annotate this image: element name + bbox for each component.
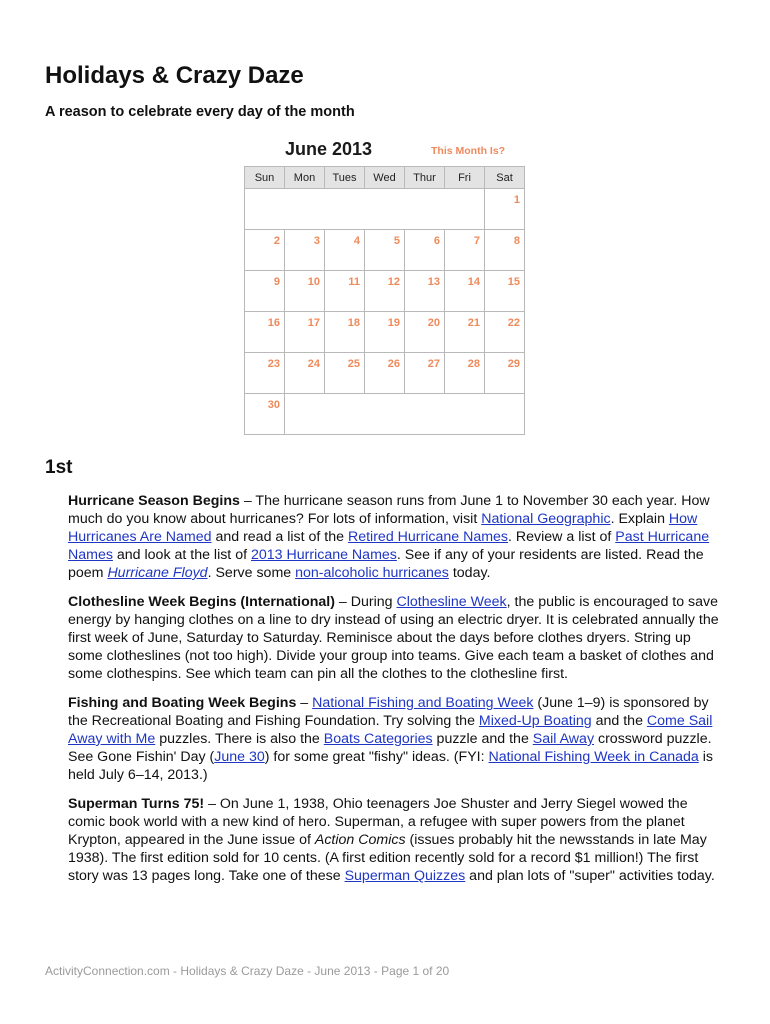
- entry-text: . Explain: [610, 511, 669, 527]
- day-number: 9: [273, 276, 280, 288]
- calendar-day[interactable]: [485, 230, 525, 271]
- entry-text: (June 1–9) is sponsored by the Recreational Boating and Fishing Foundation. Try solving the: [68, 695, 709, 729]
- calendar-day[interactable]: [405, 353, 445, 394]
- day-number: 16: [267, 317, 280, 329]
- calendar-empty-cell: [245, 189, 485, 230]
- link-national-geographic[interactable]: National Geographic: [481, 511, 611, 527]
- calendar-day[interactable]: [325, 312, 365, 353]
- calendar-day[interactable]: [245, 271, 285, 312]
- entry-text: and look at the list of: [112, 547, 251, 563]
- entry-title: Hurricane Season Begins: [68, 493, 240, 509]
- day-header-fri: Fri: [445, 167, 485, 189]
- calendar-day[interactable]: [325, 353, 365, 394]
- day-header-mon: Mon: [285, 167, 325, 189]
- calendar-day[interactable]: [285, 230, 325, 271]
- calendar-day[interactable]: [245, 394, 285, 435]
- calendar-day[interactable]: [285, 353, 325, 394]
- entry-clothesline-week: [68, 593, 728, 683]
- day-header-wed: Wed: [365, 167, 405, 189]
- calendar-day[interactable]: [485, 189, 525, 230]
- calendar-day[interactable]: [445, 271, 485, 312]
- calendar-day[interactable]: [365, 230, 405, 271]
- day-number: 24: [307, 358, 320, 370]
- this-month-is-link[interactable]: This Month Is?: [431, 145, 506, 157]
- day-number: 13: [427, 276, 440, 288]
- day-number: 11: [348, 276, 360, 288]
- day-number: 8: [513, 235, 520, 247]
- day-number: 20: [427, 317, 440, 329]
- calendar-day[interactable]: [445, 230, 485, 271]
- day-number: 29: [507, 358, 520, 370]
- calendar-day[interactable]: [365, 312, 405, 353]
- day-number: 26: [387, 358, 400, 370]
- link-june-30[interactable]: June 30: [214, 749, 265, 765]
- link-national-fishing-week-canada[interactable]: National Fishing Week in Canada: [488, 749, 699, 765]
- day-number: 5: [393, 235, 400, 247]
- entry-title: Clothesline Week Begins (International): [68, 594, 335, 610]
- calendar-day[interactable]: [365, 271, 405, 312]
- calendar-week-3: [245, 271, 525, 312]
- link-how-hurricanes-are-named[interactable]: How Hurricanes Are Named: [68, 511, 698, 545]
- calendar-day[interactable]: [405, 271, 445, 312]
- entry-text: – During: [334, 594, 397, 610]
- day-header-sun: Sun: [245, 167, 285, 189]
- entry-text: (issues probably hit the newsstands in late May 1938). The first edition sold for 10 cents. (A first edition recently sold for a record $1 million!) The first story was 13 pages long. Take one of these: [68, 832, 707, 884]
- entry-text: – The hurricane season runs from June 1 to November 30 each year. How much do you know about hurricanes? For lots of information, visit: [68, 493, 710, 527]
- day-number: 25: [347, 358, 360, 370]
- link-mixed-up-boating[interactable]: Mixed-Up Boating: [478, 713, 592, 729]
- entry-text: and read a list of the: [211, 529, 348, 545]
- page-footer: ActivityConnection.com - Holidays & Crazy Daze - June 2013 - Page 1 of 20: [45, 964, 450, 978]
- calendar-week-6: [245, 394, 525, 435]
- entry-title: Superman Turns 75!: [68, 796, 205, 812]
- calendar-day[interactable]: [405, 230, 445, 271]
- day-number: 19: [387, 317, 400, 329]
- calendar-day[interactable]: [445, 312, 485, 353]
- day-number: 27: [427, 358, 440, 370]
- calendar-week-4: [245, 312, 525, 353]
- entry-fishing-boating-week: [68, 694, 728, 784]
- calendar-day[interactable]: [245, 312, 285, 353]
- entries-list: [68, 492, 728, 896]
- calendar-day[interactable]: [405, 312, 445, 353]
- calendar-day[interactable]: [485, 312, 525, 353]
- entry-emphasis: Action Comics: [314, 832, 406, 848]
- link-2013-hurricane-names[interactable]: 2013 Hurricane Names: [250, 547, 397, 563]
- day-number: 21: [467, 317, 480, 329]
- day-number: 12: [387, 276, 400, 288]
- entry-superman: [68, 795, 728, 885]
- calendar-day[interactable]: [285, 271, 325, 312]
- day-number: 30: [267, 399, 280, 411]
- calendar-day[interactable]: [285, 312, 325, 353]
- link-come-sail-away[interactable]: Come Sail Away with Me: [68, 713, 713, 747]
- link-hurricane-floyd[interactable]: Hurricane Floyd: [107, 565, 208, 581]
- entry-title: Fishing and Boating Week Begins: [68, 695, 297, 711]
- day-number: 2: [273, 235, 280, 247]
- calendar-day[interactable]: [485, 353, 525, 394]
- link-past-hurricane-names[interactable]: Past Hurricane Names: [68, 529, 710, 563]
- calendar-day[interactable]: [485, 271, 525, 312]
- calendar-grid: [244, 166, 525, 435]
- calendar-title: June 2013: [285, 139, 373, 159]
- link-superman-quizzes[interactable]: Superman Quizzes: [344, 868, 466, 884]
- link-national-fishing-boating-week[interactable]: National Fishing and Boating Week: [312, 695, 534, 711]
- day-number: 3: [313, 235, 320, 247]
- entry-text: . Serve some: [207, 565, 296, 581]
- entry-hurricane-season: [68, 492, 728, 582]
- entry-text: , the public is encouraged to save energy by hanging clothes on a line to dry instead of using an electric dryer. It is celebrated annually the first week of June, Saturday to Saturday. Reminisce about the days before clothes dryers. String up some clotheslines (not too high). Divide your group into teams. Give each team a basket of clothes and some clothespins. See which team can pin all the clothes to the clothesline first.: [68, 594, 719, 682]
- day-number: 22: [507, 317, 520, 329]
- calendar-day[interactable]: [325, 230, 365, 271]
- calendar-empty-cell: [285, 394, 525, 435]
- day-header-thur: Thur: [405, 167, 445, 189]
- entry-text: and plan lots of "super" activities today.: [465, 868, 715, 884]
- day-number: 23: [267, 358, 280, 370]
- entry-text: today.: [448, 565, 491, 581]
- entry-text: and the: [591, 713, 647, 729]
- link-boats-categories[interactable]: Boats Categories: [323, 731, 433, 747]
- day-number: 18: [347, 317, 360, 329]
- entry-text: . See if any of your residents are listed. Read the poem: [68, 547, 704, 581]
- day-number: 15: [507, 276, 520, 288]
- day-number: 17: [307, 317, 320, 329]
- day-number: 14: [467, 276, 480, 288]
- entry-text: puzzle and the: [432, 731, 533, 747]
- link-retired-hurricane-names[interactable]: Retired Hurricane Names: [347, 529, 509, 545]
- link-sail-away[interactable]: Sail Away: [532, 731, 595, 747]
- day-number: 6: [433, 235, 440, 247]
- calendar-day[interactable]: [245, 230, 285, 271]
- page-title: Holidays & Crazy Daze: [45, 62, 304, 89]
- page-subtitle: A reason to celebrate every day of the month: [45, 104, 355, 120]
- calendar-day[interactable]: [365, 353, 405, 394]
- calendar-week-1: [245, 189, 525, 230]
- entry-text: . Review a list of: [508, 529, 616, 545]
- entry-text: – On June 1, 1938, Ohio teenagers Joe Shuster and Jerry Siegel wowed the comic book world with a new kind of hero. Superman, a refugee with super powers from the planet Krypton, appeared in the June issue of: [68, 796, 688, 848]
- calendar-day[interactable]: [325, 271, 365, 312]
- day-header-sat: Sat: [485, 167, 525, 189]
- entry-text: crossword puzzle. See Gone Fishin' Day (: [68, 731, 712, 765]
- calendar-header-row: [245, 167, 525, 189]
- calendar-day[interactable]: [245, 353, 285, 394]
- day-number: 1: [513, 194, 520, 206]
- day-header-tues: Tues: [325, 167, 365, 189]
- link-non-alcoholic-hurricanes[interactable]: non-alcoholic hurricanes: [295, 565, 449, 581]
- day-number: 28: [467, 358, 480, 370]
- entry-text: ) for some great "fishy" ideas. (FYI:: [264, 749, 489, 765]
- entry-text: puzzles. There is also the: [155, 731, 324, 747]
- link-clothesline-week[interactable]: Clothesline Week: [396, 594, 507, 610]
- calendar-day[interactable]: [445, 353, 485, 394]
- calendar-week-5: [245, 353, 525, 394]
- day-number: 10: [307, 276, 320, 288]
- section-heading: 1st: [45, 457, 73, 478]
- entry-text: –: [296, 695, 313, 711]
- day-number: 4: [353, 235, 360, 247]
- entry-text: is held July 6–14, 2013.): [68, 749, 713, 783]
- day-number: 7: [473, 235, 480, 247]
- calendar-week-2: [245, 230, 525, 271]
